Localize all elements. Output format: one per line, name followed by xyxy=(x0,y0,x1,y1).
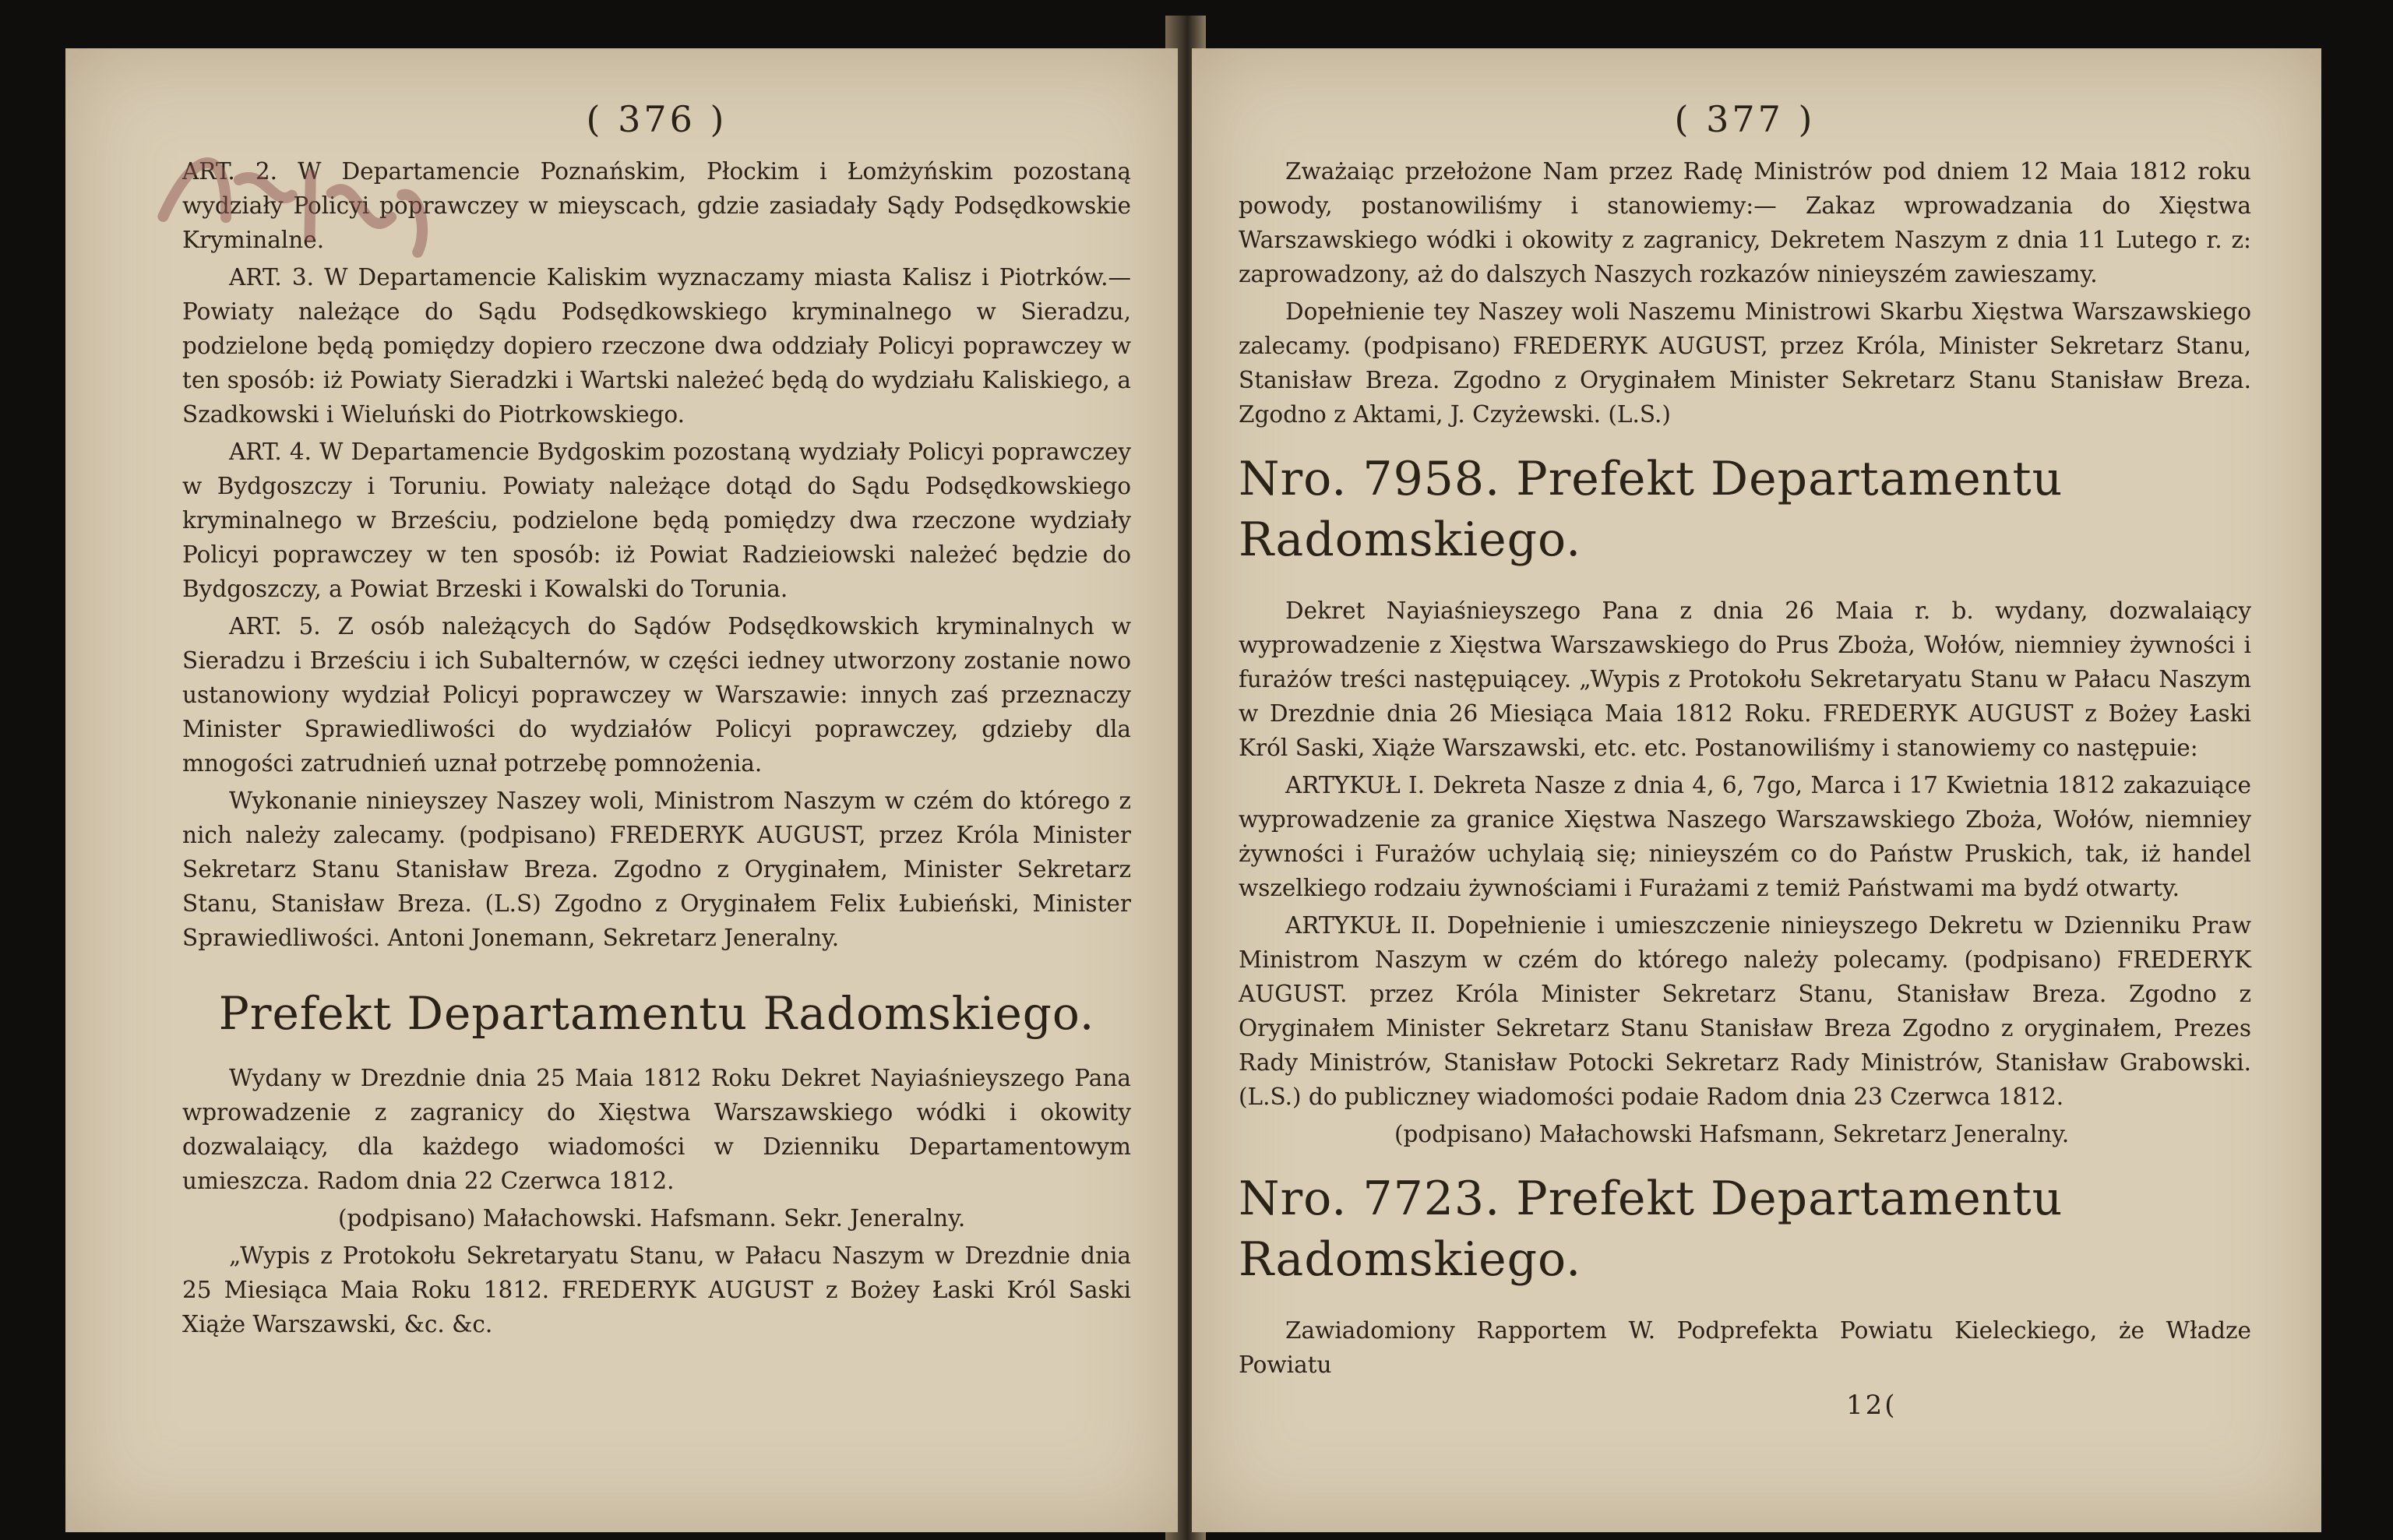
folio-mark: 12( xyxy=(1846,1390,1898,1421)
section-heading: Prefekt Departamentu Radomskiego. xyxy=(218,987,1095,1040)
report-notice: Zawiadomiony Rapportem W. Podprefekta Powiatu Kieleckiego, że Władze Powiatu xyxy=(1239,1317,2251,1378)
decree-execution: Wykonanie ninieyszey Naszey woli, Ministrom Naszym w czém do którego z nich należy zalecamy. (podpisano) FREDERYK AUGUST, przez Króla Minister Sekretarz Stanu Stanisław Breza. Zgodno z Oryginałem, Minister Sekretarz Stanu, Stanisław Breza. (L.S) Zgodno z Oryginałem Felix Łubieński, Minister Sprawiedliwości. Antoni Jonemann, Sekretarz Jeneralny. xyxy=(182,788,1131,951)
article-5: ART. 5. Z osób należących do Sądów Podsędkowskich kryminalnych w Sieradzu i Brześciu i ich Subalternów, w części iedney utworzony zostanie nowo ustanowiony wydział Policyi poprawczey w Warszawie: innych zaś przeznaczy Minister Sprawiedliwości do wydziałów Policyi poprawczey, gdzieby dla mnogości zatrudnień uznał potrzebę pomnożenia. xyxy=(182,613,1131,777)
announcement: Wydany w Drezdnie dnia 25 Maia 1812 Roku Dekret Nayiaśnieyszego Pana wprowadzenie z zagranicy do Xięstwa Warszawskiego wódki i okowity dozwalaiący, dla każdego wiadomości w Dzienniku Departamentowym umieszcza. Radom dnia 22 Czerwca 1812. xyxy=(182,1065,1131,1194)
signature-line: (podpisano) Małachowski. Hafsmann. Sekr. Jeneralny. xyxy=(338,1205,966,1232)
decree-text: Zważaiąc przełożone Nam przez Radę Ministrów pod dniem 12 Maia 1812 roku powody, postanowiliśmy i stanowiemy:— Zakaz wprowadzania do Xięstwa Warszawskiego wódki i okowity z zagranicy, Dekretem Naszym z dnia 11 Lutego r. z: zaprowadzony, aż do dalszych Naszych rozkazów ninieyszém zawieszamy. xyxy=(1239,158,2251,287)
page-number: ( 376 ) xyxy=(586,98,728,140)
protocol-excerpt: „Wypis z Protokołu Sekretaryatu Stanu, w Pałacu Naszym w Drezdnie dnia 25 Miesiąca Maia Roku 1812. FREDERYK AUGUST z Bożey Łaski Król Saski Xiąże Warszawski, &c. &c. xyxy=(182,1242,1131,1337)
artykul-1: ARTYKUŁ I. Dekreta Nasze z dnia 4, 6, 7go, Marca i 17 Kwietnia 1812 zakazuiące wyprowadzenie za granice Xięstwa Naszego Warszawskiego Zboża, Wołów, niemniey żywności i Furażów uchylaią się; ninieyszém co do Państw Pruskich, tak, iż handel wszelkiego rodzaiu żywnościami i Furażami z temiż Państwami ma bydź otwarty. xyxy=(1239,772,2251,901)
section-heading-7958: Nro. 7958. Prefekt Departamentu Radomskiego. xyxy=(1239,452,2063,567)
article-2: ART. 2. W Departamencie Poznańskim, Płockim i Łomżyńskim pozostaną wydziały Policyi poprawczey w mieyscach, gdzie zasiadały Sądy Podsędkowskie Kryminalne. xyxy=(182,158,1131,253)
signature-line: (podpisano) Małachowski Hafsmann, Sekretarz Jeneralny. xyxy=(1394,1121,2070,1147)
artykul-2: ARTYKUŁ II. Dopełnienie i umieszczenie ninieyszego Dekretu w Dzienniku Praw Ministrom Naszym w czém do którego należy polecamy. (podpisano) FREDERYK AUGUST. przez Króla Minister Sekretarz Stanu, Stanisław Breza. Zgodno z Oryginałem Minister Sekretarz Stanu Stanisław Breza Zgodno z oryginałem, Prezes Rady Ministrów, Stanisław Potocki Sekretarz Rady Ministrów, Stanisław Grabowski. (L.S.) do publiczney wiadomości podaie Radom dnia 23 Czerwca 1812. xyxy=(1239,912,2251,1110)
left-page xyxy=(65,48,1178,1532)
decree-preamble: Dekret Nayiaśnieyszego Pana z dnia 26 Maia r. b. wydany, dozwalaiący wyprowadzenie z Xięstwa Warszawskiego do Prus Zboża, Wołów, niemniey żywności i furażów treści następuiącey. „Wypis z Protokołu Sekretaryatu Stanu w Pałacu Naszym w Drezdnie dnia 26 Miesiąca Maia 1812 Roku. FREDERYK AUGUST z Bożey Łaski Król Saski, Xiąże Warszawski, etc. etc. Postanowiliśmy i stanowiemy co następuie: xyxy=(1239,597,2251,761)
decree-signatures: Dopełnienie tey Naszey woli Naszemu Ministrowi Skarbu Xięstwa Warszawskiego zalecamy. (podpisano) FREDERYK AUGUST, przez Króla, Minister Sekretarz Stanu, Stanisław Breza. Zgodno z Oryginałem Minister Sekretarz Stanu Stanisław Breza. Zgodno z Aktami, J. Czyżewski. (L.S.) xyxy=(1239,298,2251,428)
right-page xyxy=(1192,48,2321,1532)
section-heading-7723: Nro. 7723. Prefekt Departamentu Radomskiego. xyxy=(1239,1172,2063,1287)
article-3: ART. 3. W Departamencie Kaliskim wyznaczamy miasta Kalisz i Piotrków.— Powiaty należące do Sądu Podsędkowskiego kryminalnego w Sieradzu, podzielone będą pomiędzy dopiero rzeczone dwa oddziały Policyi poprawczey w ten sposób: iż Powiaty Sieradzki i Wartski należeć będą do wydziału Kaliskiego, a Szadkowski i Wieluński do Piotrkowskiego. xyxy=(182,264,1131,428)
article-4: ART. 4. W Departamencie Bydgoskim pozostaną wydziały Policyi poprawczey w Bydgoszczy i Toruniu. Powiaty należące dotąd do Sądu Podsędkowskiego kryminalnego w Brześciu, podzielone będą pomiędzy dwa rzeczone wydziały Policyi poprawczey w ten sposób: iż Powiat Radzieiowski należeć będzie do Bydgoszczy, a Powiat Brzeski i Kowalski do Torunia. xyxy=(182,439,1131,602)
page-number: ( 377 ) xyxy=(1674,98,1816,140)
